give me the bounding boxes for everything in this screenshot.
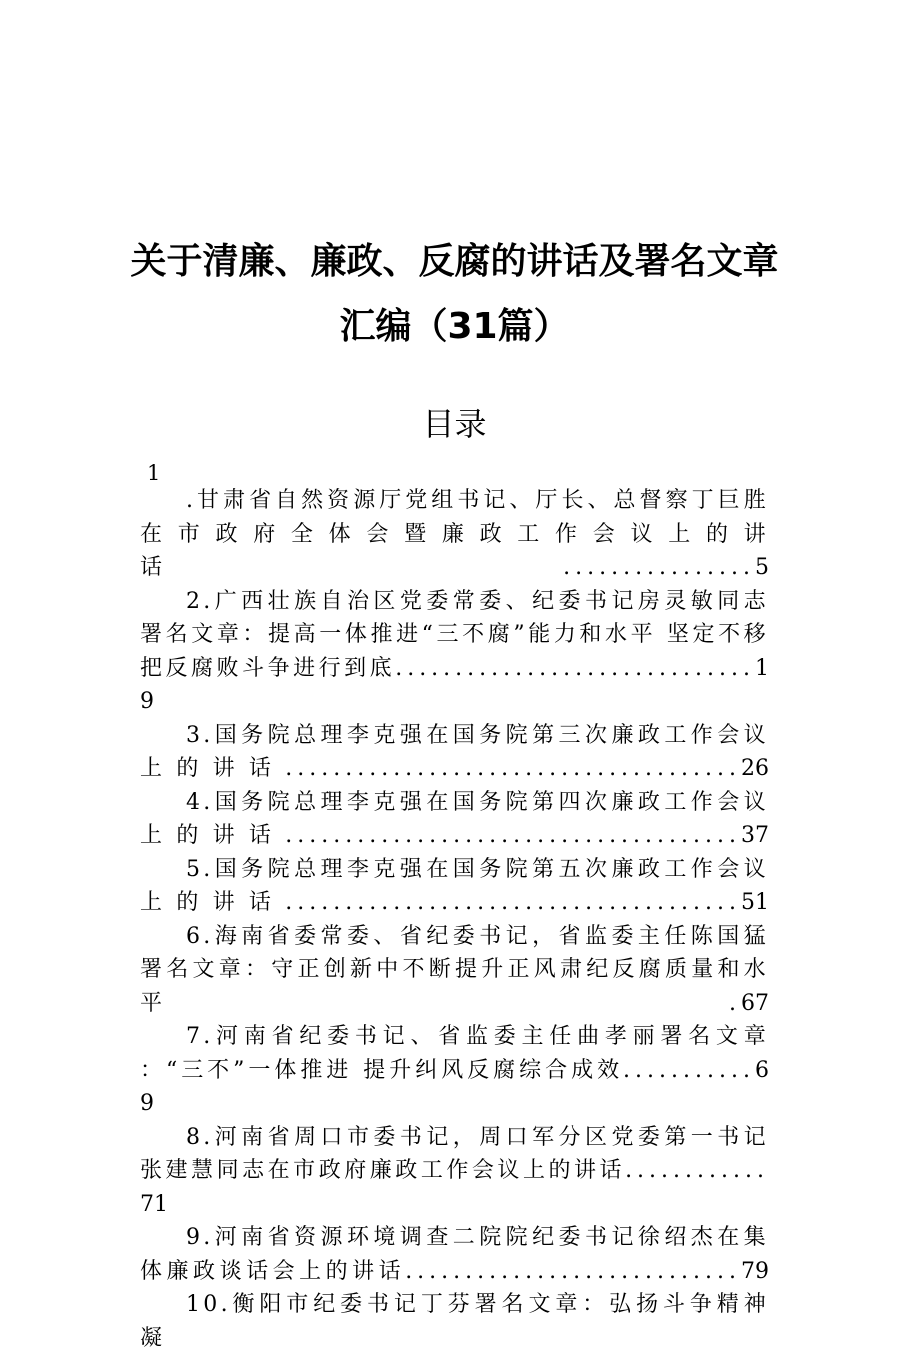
toc-heading: 目录 — [422, 405, 487, 443]
toc-entry-title-continued: 的讲话 — [176, 756, 286, 781]
toc-page-number: 79 — [741, 1258, 769, 1284]
toc-leader-dots: . — [729, 990, 741, 1016]
toc-leader-dots: ........... — [623, 1057, 755, 1083]
toc-page-number: 51 — [741, 890, 769, 915]
toc-leader-dots: .............................. — [395, 655, 755, 681]
page-mark: 1 — [147, 461, 161, 485]
toc-entry-2[interactable] — [140, 585, 769, 719]
toc-entry-title: 3.国务院总理李克强在国务院第三次廉政工作会议上 — [140, 722, 769, 781]
toc-entry-6[interactable] — [140, 920, 769, 1021]
toc-page-number: 67 — [741, 990, 769, 1016]
toc-entry-3[interactable] — [140, 719, 769, 786]
toc-leader-dots: ...................................... — [285, 823, 741, 848]
toc-entry-10[interactable] — [140, 1288, 769, 1351]
toc-page-number: 19 — [140, 655, 769, 714]
toc-entry-5[interactable] — [140, 853, 769, 920]
toc-entry-1[interactable] — [140, 484, 769, 585]
toc-entry-4[interactable] — [140, 786, 769, 853]
toc-entry-9[interactable] — [140, 1221, 769, 1288]
document-title-line-1: 关于清廉、廉政、反腐的讲话及署名文章 — [130, 241, 779, 282]
toc-entry-title: 5.国务院总理李克强在国务院第五次廉政工作会议上 — [140, 856, 769, 915]
toc-leader-dots: ...................................... — [285, 890, 741, 915]
toc-page-number: 69 — [140, 1057, 769, 1116]
toc-page-number: 5 — [755, 555, 769, 580]
toc-entry-title-continued: 的讲话 — [176, 890, 286, 915]
toc-entry-title-continued: 的讲话 — [176, 823, 286, 848]
toc-entry-title: 2.广西壮族自治区党委常委、纪委书记房灵敏同志署 — [140, 588, 769, 647]
toc-leader-dots: ................ — [563, 555, 755, 580]
toc-page-number: 71 — [140, 1191, 168, 1217]
toc-entry-title: .甘肃省自然资源厅党组书记、厅长、总督察丁巨胜在 — [140, 488, 769, 547]
toc-entry-title-continued: 名文章：守正创新中不断提升正风肃纪反腐质量和水平 — [140, 957, 769, 1016]
toc-entry-title-continued: 建慧同志在市政府廉政工作会议上的讲话 — [165, 1158, 626, 1183]
toc-entry-title-continued: 名文章：提高一体推进“三不腐”能力和水平 坚定不移把反腐败斗争进行到底 — [140, 622, 769, 681]
toc-entry-title: 9.河南省资源环境调查二院院纪委书记徐绍杰在集体 — [140, 1225, 769, 1284]
toc-entry-title: 10.衡阳市纪委书记丁芬署名文章：弘扬斗争精神 凝 — [140, 1292, 769, 1351]
toc-leader-dots: ............ — [625, 1158, 769, 1183]
toc-entry-title: 8.河南省周口市委书记，周口军分区党委第一书记张 — [140, 1124, 769, 1183]
toc-entry-title-continued: 市政府全体会暨廉政工作会议上的讲话 — [140, 521, 769, 580]
toc-page-number: 37 — [741, 823, 769, 848]
toc-entry-title: 6.海南省委常委、省纪委书记，省监委主任陈国猛署 — [140, 923, 769, 982]
toc-entry-title: 7.河南省纪委书记、省监委主任曲孝丽署名文章 ： — [140, 1024, 769, 1083]
toc-page-number: 26 — [741, 756, 769, 781]
table-of-contents — [140, 484, 769, 1351]
toc-entry-7[interactable] — [140, 1020, 769, 1121]
toc-entry-title-continued: 廉政谈话会上的讲话 — [166, 1258, 406, 1284]
toc-entry-title: 4.国务院总理李克强在国务院第四次廉政工作会议上 — [140, 789, 769, 848]
toc-leader-dots: ............................ — [405, 1258, 741, 1284]
toc-leader-dots: ...................................... — [285, 756, 741, 781]
document-title-line-2: 汇编（31篇） — [339, 306, 570, 347]
toc-entry-title-continued: “三不”一体推进 提升纠风反腐综合成效 — [165, 1057, 624, 1083]
toc-entry-8[interactable] — [140, 1121, 769, 1222]
